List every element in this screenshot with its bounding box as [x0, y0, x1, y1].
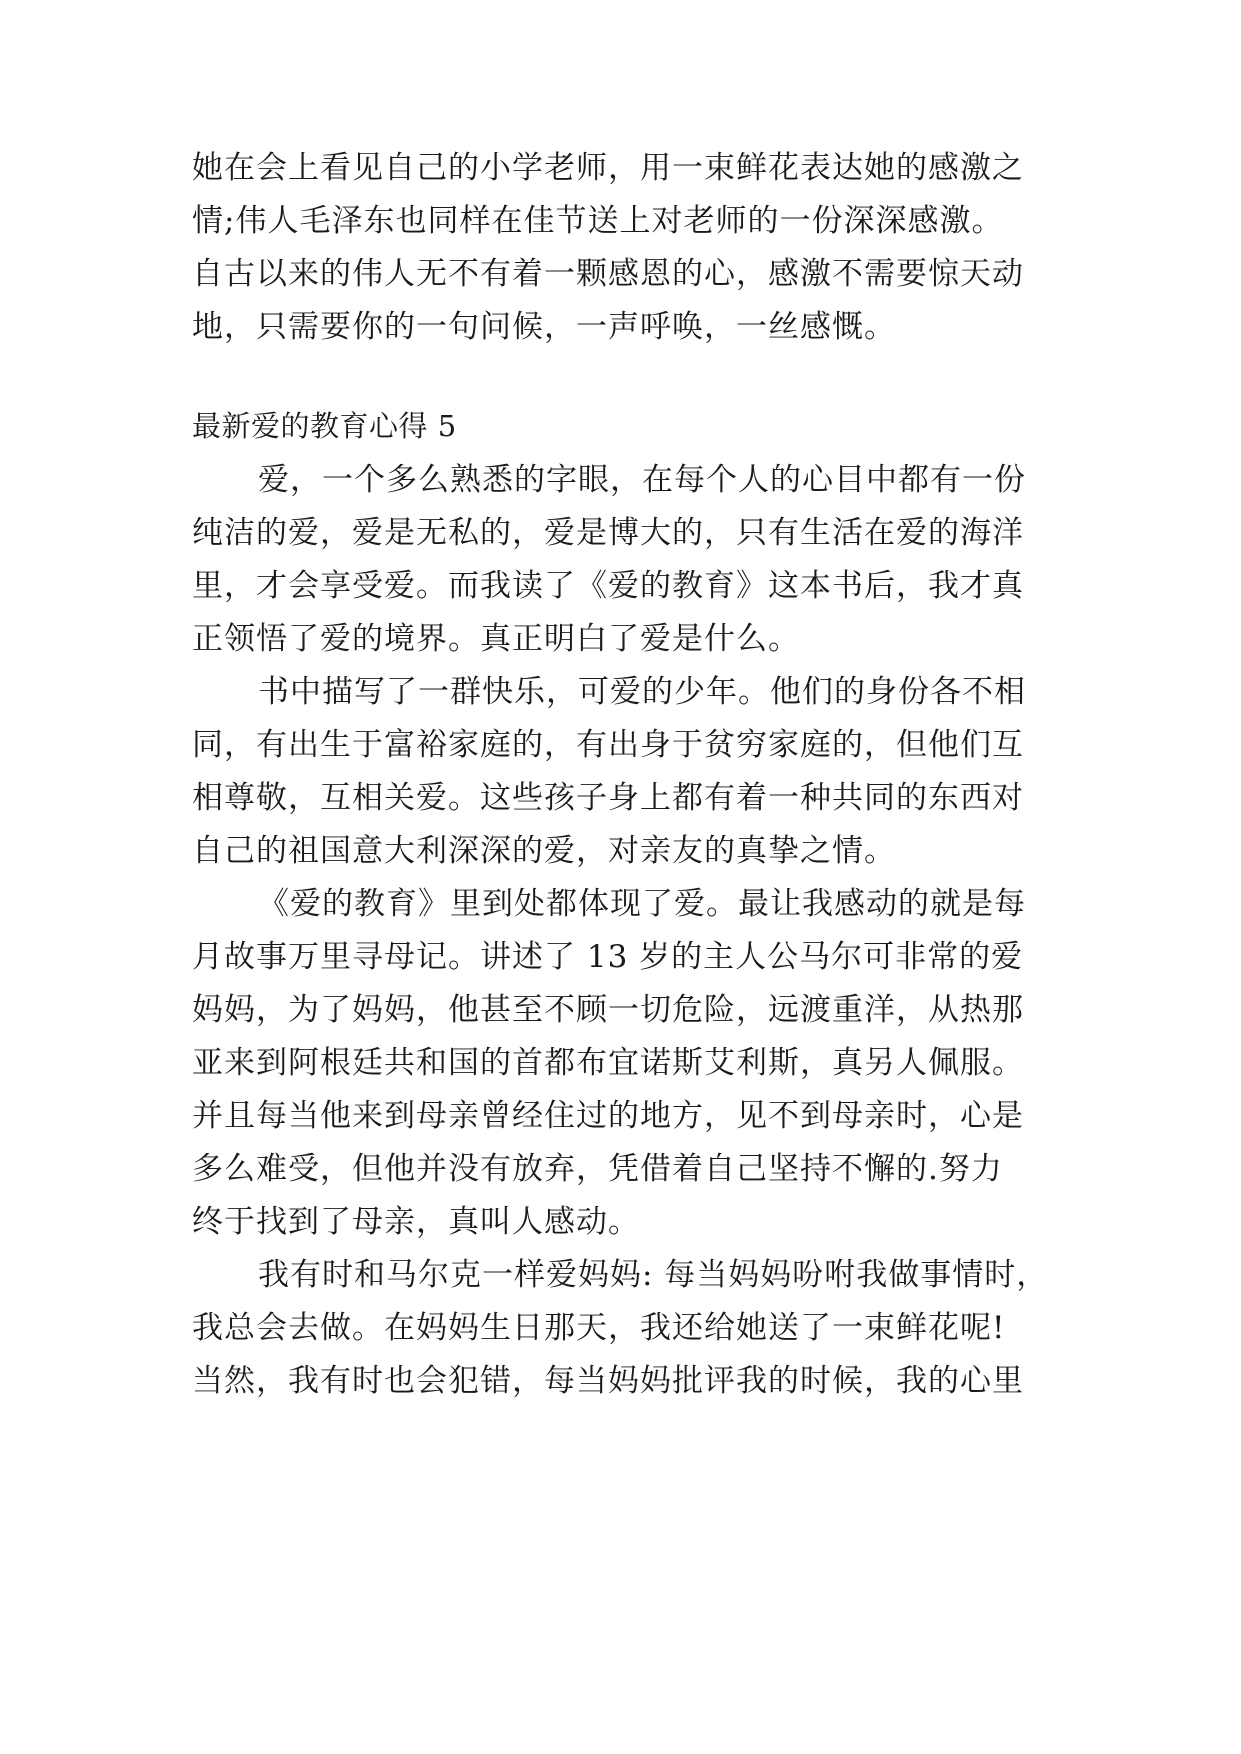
- body-line: 正领悟了爱的境界。真正明白了爱是什么。: [192, 621, 800, 657]
- body-line: 情;伟人毛泽东也同样在佳节送上对老师的一份深深感激。: [192, 203, 1004, 239]
- body-line: 妈妈，为了妈妈，他甚至不顾一切危险，远渡重洋，从热那: [192, 992, 1024, 1028]
- body-line: 自己的祖国意大利深深的爱，对亲友的真挚之情。: [192, 833, 896, 869]
- body-line: 多么难受，但他并没有放弃，凭借着自己坚持不懈的.努力: [192, 1151, 1003, 1187]
- body-line: 相尊敬，互相关爱。这些孩子身上都有着一种共同的东西对: [192, 780, 1024, 816]
- body-line: 爱，一个多么熟悉的字眼，在每个人的心目中都有一份: [258, 462, 1026, 498]
- body-line: 亚来到阿根廷共和国的首都布宜诺斯艾利斯，真另人佩服。: [192, 1045, 1024, 1081]
- body-line: 里，才会享受爱。而我读了《爱的教育》这本书后，我才真: [192, 568, 1024, 604]
- body-line: 我总会去做。在妈妈生日那天，我还给她送了一束鲜花呢!: [192, 1310, 1006, 1346]
- body-line: 同，有出生于富裕家庭的，有出身于贫穷家庭的，但他们互: [192, 727, 1024, 763]
- body-line: 月故事万里寻母记。讲述了 13 岁的主人公马尔可非常的爱: [192, 939, 1024, 975]
- body-line: 地，只需要你的一句问候，一声呼唤，一丝感慨。: [192, 309, 896, 345]
- section-title: 最新爱的教育心得 5: [192, 409, 457, 443]
- body-line: 我有时和马尔克一样爱妈妈: 每当妈妈吩咐我做事情时，: [258, 1257, 1049, 1293]
- body-line: 纯洁的爱，爱是无私的，爱是博大的，只有生活在爱的海洋: [192, 515, 1024, 551]
- body-line: 她在会上看见自己的小学老师，用一束鲜花表达她的感激之: [192, 150, 1024, 186]
- body-line: 自古以来的伟人无不有着一颗感恩的心，感激不需要惊天动: [192, 256, 1024, 292]
- body-line: 当然，我有时也会犯错，每当妈妈批评我的时候，我的心里: [192, 1363, 1024, 1399]
- body-line: 并且每当他来到母亲曾经住过的地方，见不到母亲时，心是: [192, 1098, 1024, 1134]
- body-line: 终于找到了母亲，真叫人感动。: [192, 1204, 640, 1240]
- body-line: 《爱的教育》里到处都体现了爱。最让我感动的就是每: [258, 886, 1026, 922]
- body-line: 书中描写了一群快乐，可爱的少年。他们的身份各不相: [258, 674, 1026, 710]
